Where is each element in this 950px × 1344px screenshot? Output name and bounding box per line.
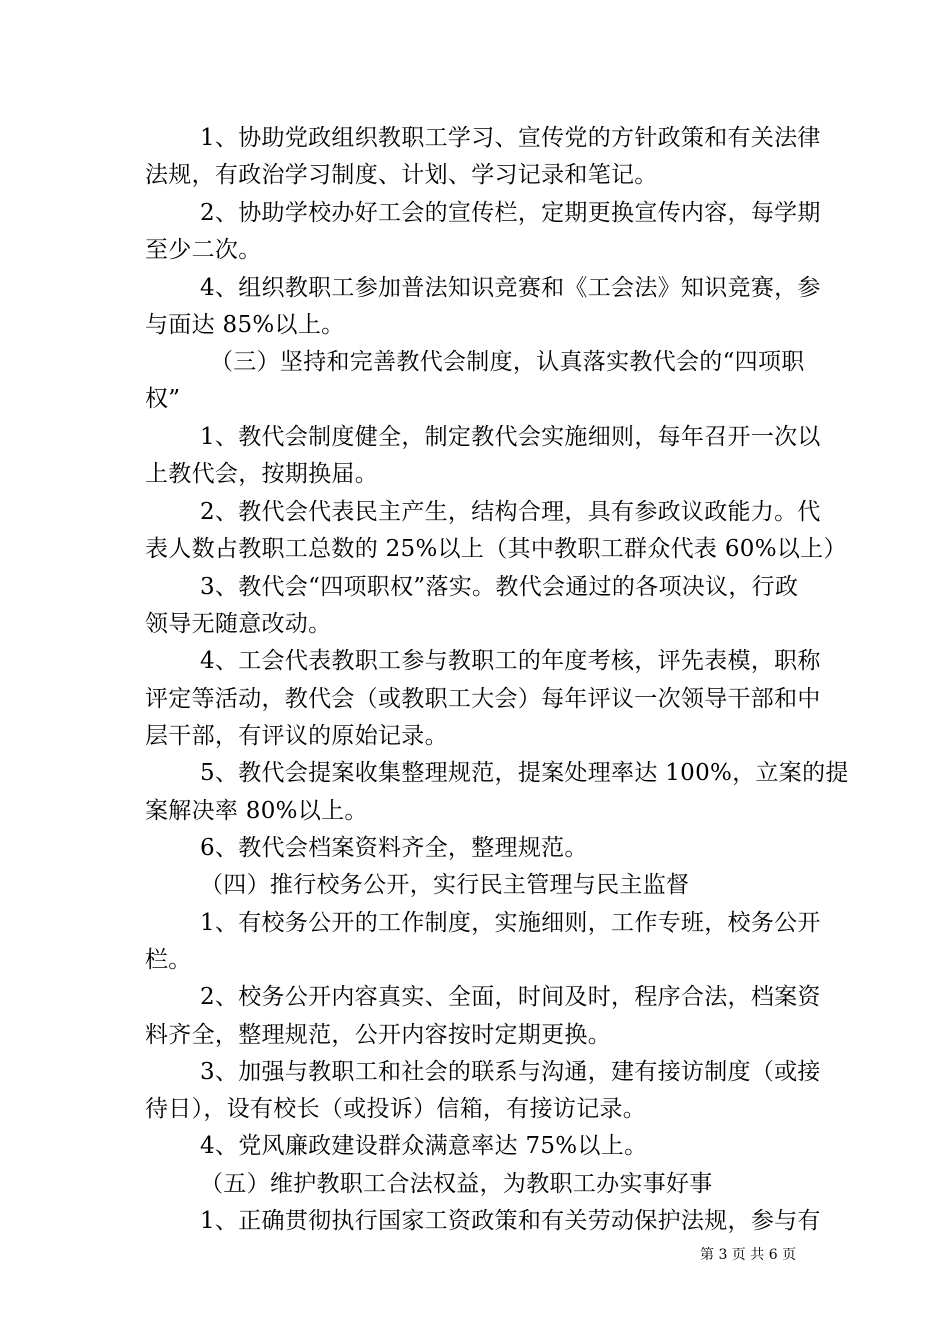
text-line-20: 6、教代会档案资料齐全，整理规范。	[200, 835, 588, 861]
text-line-23: 栏。	[145, 947, 192, 973]
text-line-30: 1、正确贯彻执行国家工资政策和有关劳动保护法规，参与有	[200, 1208, 821, 1234]
text-line-9: 1、教代会制度健全，制定教代会实施细则，每年召开一次以	[200, 424, 821, 450]
text-line-21: （四）推行校务公开，实行民主管理与民主监督	[200, 872, 690, 898]
text-line-5: 4、组织教职工参加普法知识竞赛和《工会法》知识竞赛，参	[200, 275, 821, 301]
text-line-16: 评定等活动，教代会（或教职工大会）每年评议一次领导干部和中	[145, 686, 821, 712]
text-line-6: 与面达 85%以上。	[145, 312, 345, 338]
text-line-11: 2、教代会代表民主产生，结构合理，具有参政议政能力。代	[200, 499, 821, 525]
text-line-28: 4、党风廉政建设群众满意率达 75%以上。	[200, 1133, 648, 1159]
text-line-17: 层干部，有评议的原始记录。	[145, 723, 448, 749]
text-line-3: 2、协助学校办好工会的宣传栏，定期更换宣传内容，每学期	[200, 200, 821, 226]
text-line-2: 法规，有政治学习制度、计划、学习记录和笔记。	[145, 162, 658, 188]
text-line-27: 待日），设有校长（或投诉）信箱，有接访记录。	[145, 1096, 647, 1122]
text-line-14: 领导无随意改动。	[145, 611, 332, 637]
text-line-8: 权”	[145, 386, 181, 412]
text-line-25: 料齐全，整理规范，公开内容按时定期更换。	[145, 1022, 611, 1048]
text-line-10: 上教代会，按期换届。	[145, 461, 378, 487]
text-line-4: 至少二次。	[145, 237, 262, 263]
page-number: 第 3 页 共 6 页	[700, 1247, 797, 1263]
text-line-1: 1、协助党政组织教职工学习、宣传党的方针政策和有关法律	[200, 125, 821, 151]
text-line-26: 3、加强与教职工和社会的联系与沟通，建有接访制度（或接	[200, 1059, 821, 1085]
text-line-22: 1、有校务公开的工作制度，实施细则，工作专班，校务公开	[200, 910, 821, 936]
text-line-18: 5、教代会提案收集整理规范，提案处理率达 100%，立案的提	[200, 760, 849, 786]
text-line-15: 4、工会代表教职工参与教职工的年度考核，评先表模，职称	[200, 648, 821, 674]
text-line-12: 表人数占教职工总数的 25%以上（其中教职工群众代表 60%以上）	[145, 536, 847, 562]
text-line-19: 案解决率 80%以上。	[145, 798, 368, 824]
text-line-7: （三）坚持和完善教代会制度，认真落实教代会的“四项职	[210, 349, 805, 375]
text-line-24: 2、校务公开内容真实、全面，时间及时，程序合法，档案资	[200, 984, 821, 1010]
text-line-29: （五）维护教职工合法权益，为教职工办实事好事	[200, 1171, 713, 1197]
text-line-13: 3、教代会“四项职权”落实。教代会通过的各项决议，行政	[200, 574, 799, 600]
